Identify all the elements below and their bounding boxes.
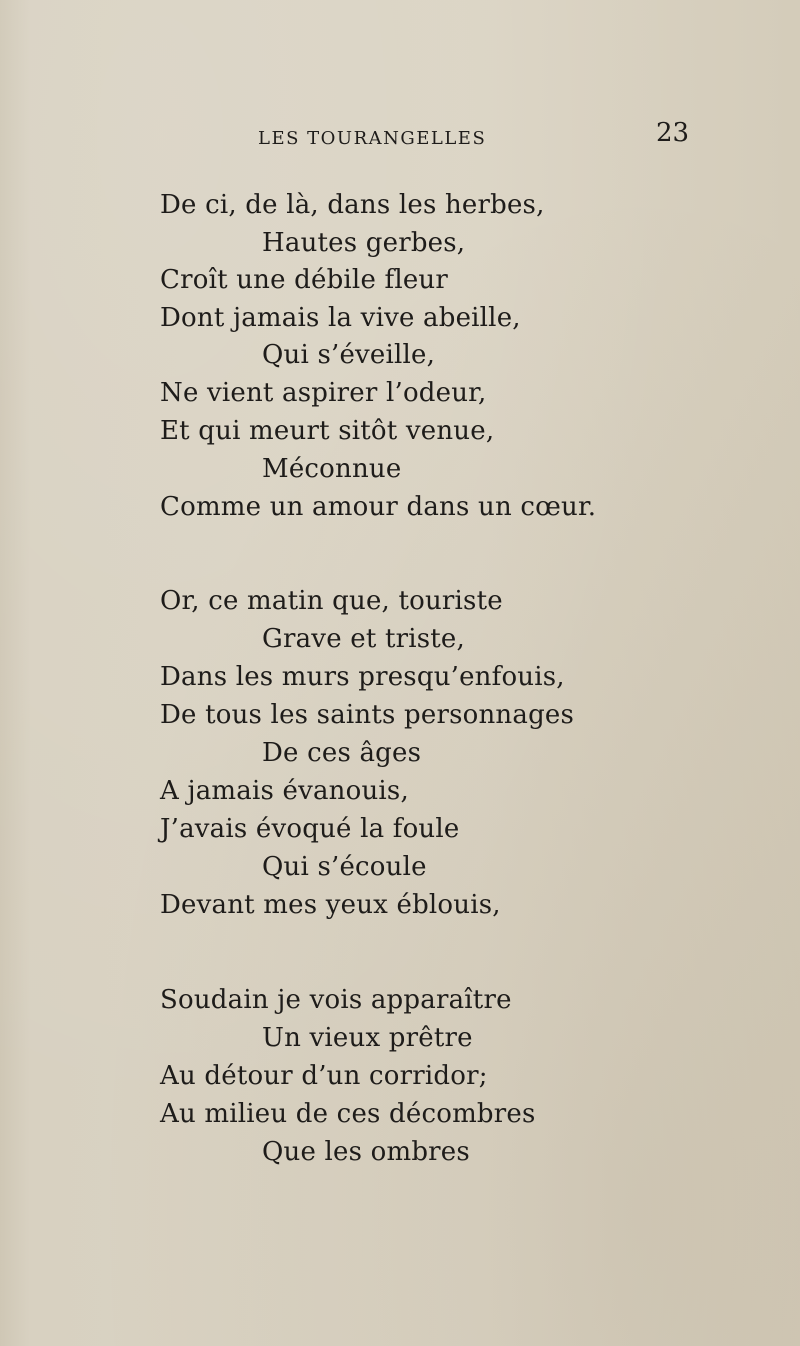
verse-line: De tous les saints personnages <box>160 700 575 730</box>
verse-line: De ci, de là, dans les herbes, <box>160 190 545 220</box>
verse-line: Or, ce matin que, touriste <box>160 586 503 616</box>
verse-line: J’avais évoqué la foule <box>160 814 460 844</box>
verse-line: Que les ombres <box>262 1137 470 1167</box>
verse-line: Croît une débile fleur <box>160 265 449 295</box>
verse-line: Au milieu de ces décombres <box>160 1099 536 1129</box>
verse-line: De ces âges <box>262 738 422 768</box>
verse-line: Au détour d’un corridor; <box>160 1061 488 1091</box>
verse-line: Soudain je vois apparaître <box>160 985 512 1015</box>
verse-line: Qui s’éveille, <box>262 340 436 370</box>
verse-line: Ne vient aspirer l’odeur, <box>160 378 487 408</box>
verse-line: Et qui meurt sitôt venue, <box>160 416 495 446</box>
verse-line: A jamais évanouis, <box>160 776 409 806</box>
verse-line: Dans les murs presqu’enfouis, <box>160 662 565 692</box>
verse-line: Comme un amour dans un cœur. <box>160 492 597 522</box>
verse-line: Grave et triste, <box>262 624 465 654</box>
page-number: 23 <box>656 118 690 148</box>
running-head: LES TOURANGELLES <box>258 128 487 149</box>
verse-line: Dont jamais la vive abeille, <box>160 303 521 333</box>
verse-line: Méconnue <box>262 454 402 484</box>
verse-line: Hautes gerbes, <box>262 228 466 258</box>
verse-line: Qui s’écoule <box>262 852 427 882</box>
verse-line: Devant mes yeux éblouis, <box>160 890 501 920</box>
verse-line: Un vieux prêtre <box>262 1023 473 1053</box>
